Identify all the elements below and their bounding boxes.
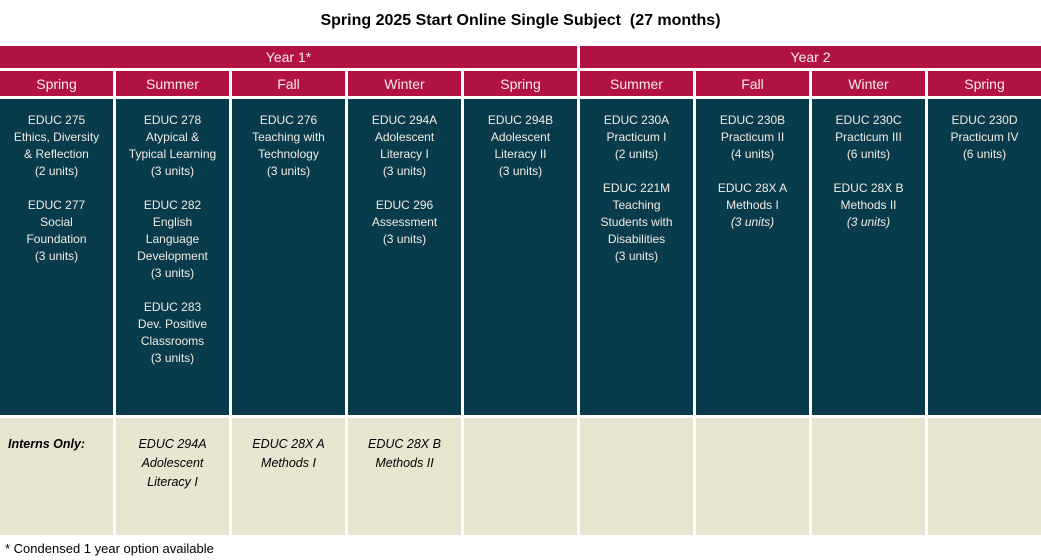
course-line: Adolescent xyxy=(490,130,551,144)
interns-cell-6 xyxy=(580,418,693,535)
course-block xyxy=(351,197,458,248)
course-line: Disabilities xyxy=(607,232,666,246)
course-line: Methods I xyxy=(726,198,779,212)
course-line: EDUC 296 xyxy=(375,198,434,212)
course-line: Typical Learning xyxy=(128,147,217,161)
course-line: (3 units) xyxy=(150,266,195,280)
course-line: (3 units) xyxy=(846,215,891,229)
course-line: Foundation xyxy=(26,232,87,246)
course-block xyxy=(583,180,690,265)
course-line: Practicum I xyxy=(606,130,667,144)
course-line: Atypical & xyxy=(145,130,200,144)
interns-only-label-cell: Interns Only: xyxy=(0,418,113,535)
interns-cell-3 xyxy=(232,418,345,535)
course-line: Assessment xyxy=(371,215,438,229)
course-line: EDUC 28X B xyxy=(368,437,441,451)
season-header-cell-8: Winter xyxy=(812,71,925,96)
course-line: (3 units) xyxy=(730,215,775,229)
term-cell-5 xyxy=(464,99,577,415)
term-cell-6 xyxy=(580,99,693,415)
course-block xyxy=(583,112,690,163)
course-line: English xyxy=(152,215,193,229)
season-header-cell-1: Spring xyxy=(0,71,113,96)
course-line: EDUC 275 xyxy=(27,113,86,127)
course-line: (3 units) xyxy=(150,351,195,365)
course-line: EDUC 221M xyxy=(602,181,671,195)
season-header-cell-2: Summer xyxy=(116,71,229,96)
term-cell-9 xyxy=(928,99,1041,415)
course-line: (3 units) xyxy=(266,164,311,178)
course-line: (6 units) xyxy=(962,147,1007,161)
course-line: (3 units) xyxy=(498,164,543,178)
course-line: (3 units) xyxy=(150,164,195,178)
interns-cell-9 xyxy=(928,418,1041,535)
course-line: Methods II xyxy=(375,456,434,470)
course-block xyxy=(699,112,806,163)
course-block xyxy=(351,112,458,180)
course-line: EDUC 277 xyxy=(27,198,86,212)
course-line: Practicum III xyxy=(835,130,902,144)
season-header-cell-4: Winter xyxy=(348,71,461,96)
course-line: Adolescent xyxy=(141,456,204,470)
term-cell-7 xyxy=(696,99,809,415)
course-block xyxy=(119,197,226,282)
course-line: Social xyxy=(40,215,73,229)
course-line: EDUC 282 xyxy=(143,198,202,212)
course-line: Teaching with xyxy=(252,130,325,144)
course-line: Adolescent xyxy=(374,130,435,144)
course-block xyxy=(119,299,226,367)
page-title: Spring 2025 Start Online Single Subject (27 months) xyxy=(320,12,721,29)
course-line: EDUC 230C xyxy=(835,113,902,127)
course-line: (6 units) xyxy=(846,147,891,161)
course-line: (3 units) xyxy=(614,249,659,263)
term-cell-1 xyxy=(0,99,113,415)
course-block xyxy=(3,112,110,180)
course-line: EDUC 230A xyxy=(603,113,670,127)
course-line: EDUC 230B xyxy=(719,113,786,127)
course-line: Dev. Positive xyxy=(137,317,208,331)
course-line: Practicum IV xyxy=(950,130,1019,144)
schedule-table xyxy=(0,46,1041,535)
course-line: EDUC 230D xyxy=(951,113,1018,127)
season-header-cell-6: Summer xyxy=(580,71,693,96)
course-line: EDUC 28X B xyxy=(833,181,904,195)
term-cell-8 xyxy=(812,99,925,415)
course-line: (3 units) xyxy=(34,249,79,263)
course-block xyxy=(235,112,342,180)
course-line: EDUC 294A xyxy=(138,437,207,451)
course-line: Language xyxy=(145,232,200,246)
course-line: Literacy I xyxy=(380,147,429,161)
course-line: (2 units) xyxy=(614,147,659,161)
course-line: Students with xyxy=(600,215,673,229)
interns-cell-7 xyxy=(696,418,809,535)
course-line: EDUC 28X A xyxy=(252,437,325,451)
season-header-cell-3: Fall xyxy=(232,71,345,96)
course-block xyxy=(467,112,574,180)
course-line: EDUC 276 xyxy=(259,113,318,127)
course-line: & Reflection xyxy=(24,147,89,161)
course-line: Ethics, Diversity xyxy=(13,130,100,144)
course-line: Development xyxy=(137,249,208,263)
course-block xyxy=(699,180,806,231)
course-line: Practicum II xyxy=(720,130,785,144)
course-line: Literacy I xyxy=(147,475,198,489)
course-line: EDUC 278 xyxy=(143,113,202,127)
season-header-cell-9: Spring xyxy=(928,71,1041,96)
year-header-cell-1: Year 1* xyxy=(0,46,577,68)
course-line: EDUC 294A xyxy=(371,113,438,127)
course-line: (3 units) xyxy=(382,232,427,246)
course-line: Classrooms xyxy=(140,334,205,348)
interns-cell-2 xyxy=(116,418,229,535)
course-line: Methods I xyxy=(261,456,316,470)
course-line: (3 units) xyxy=(382,164,427,178)
course-line: EDUC 28X A xyxy=(717,181,788,195)
course-block xyxy=(815,112,922,163)
season-header-cell-5: Spring xyxy=(464,71,577,96)
season-header-cell-7: Fall xyxy=(696,71,809,96)
course-line: EDUC 283 xyxy=(143,300,202,314)
course-block xyxy=(815,180,922,231)
footnote: * Condensed 1 year option available xyxy=(5,541,214,556)
course-line: Technology xyxy=(258,147,319,161)
course-block xyxy=(931,112,1038,163)
course-block xyxy=(119,112,226,180)
interns-cell-4 xyxy=(348,418,461,535)
term-cell-3 xyxy=(232,99,345,415)
interns-cell-8 xyxy=(812,418,925,535)
year-header-cell-2: Year 2 xyxy=(580,46,1041,68)
term-cell-2 xyxy=(116,99,229,415)
course-block xyxy=(3,197,110,265)
term-cell-4 xyxy=(348,99,461,415)
course-line: (4 units) xyxy=(730,147,775,161)
course-line: Methods II xyxy=(840,198,897,212)
interns-cell-5 xyxy=(464,418,577,535)
course-line: Literacy II xyxy=(494,147,547,161)
course-line: (2 units) xyxy=(34,164,79,178)
course-line: EDUC 294B xyxy=(487,113,554,127)
course-line: Teaching xyxy=(612,198,661,212)
